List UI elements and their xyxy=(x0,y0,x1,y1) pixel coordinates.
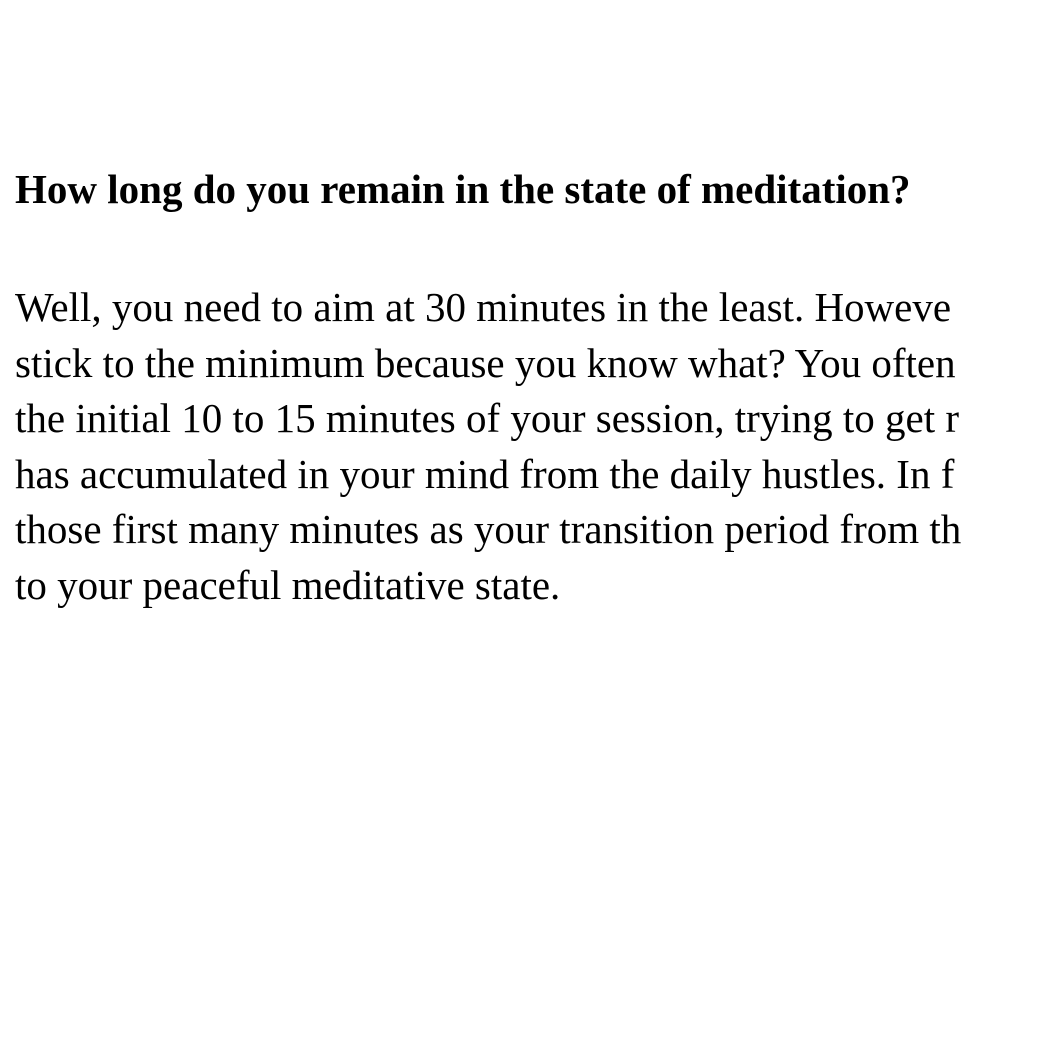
paragraph-line-3: the initial 10 to 15 minutes of your session, trying to get r xyxy=(15,395,960,441)
paragraph-line-2: stick to the minimum because you know what? You often xyxy=(15,339,956,386)
paragraph-line-4: has accumulated in your mind from the daily hustles. In f xyxy=(15,450,955,497)
answer-paragraph xyxy=(15,280,961,613)
question-heading: How long do you remain in the state of meditation? xyxy=(15,166,911,212)
paragraph-line-6: to your peaceful meditative state. xyxy=(15,561,561,608)
paragraph-line-5: those first many minutes as your transition period from th xyxy=(15,506,962,552)
paragraph-line-1: Well, you need to aim at 30 minutes in the least. Howeve xyxy=(15,284,952,330)
